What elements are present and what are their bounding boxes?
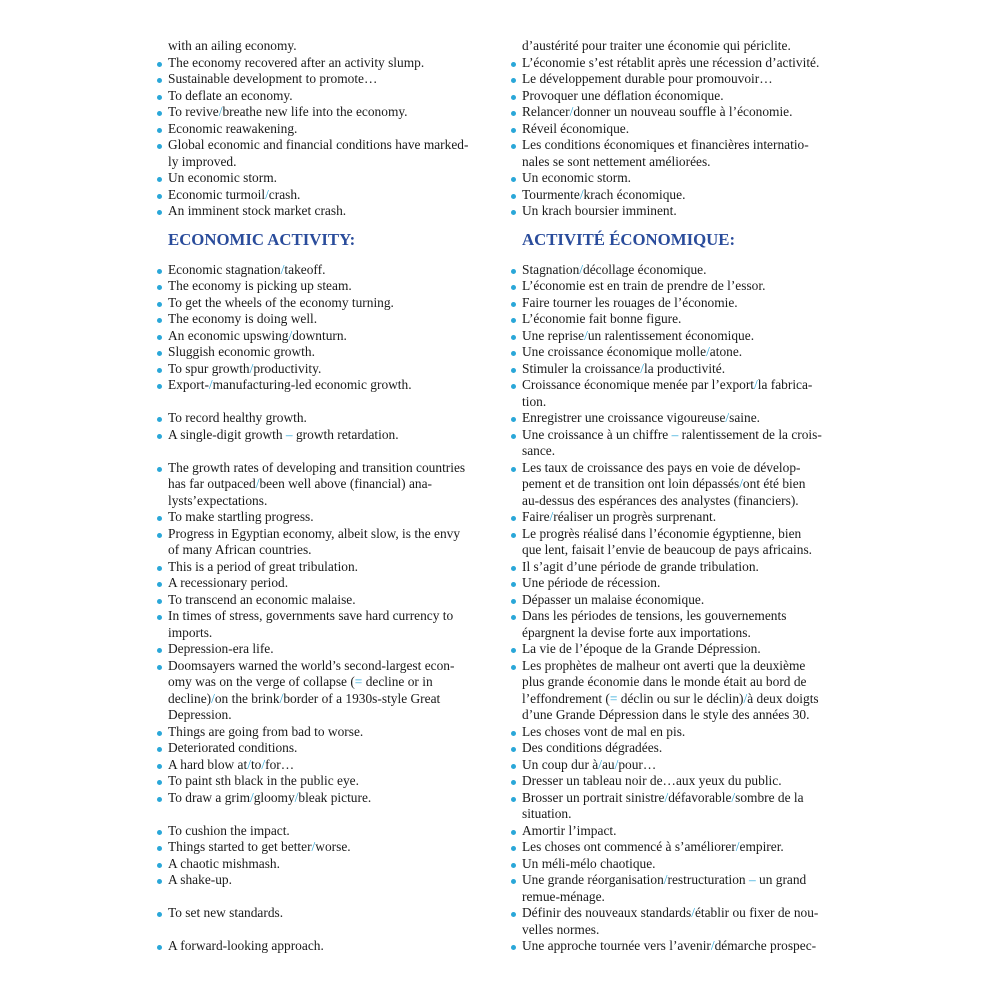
separator-mark: =	[609, 690, 618, 706]
english-list-item: Things are going from bad to worse.	[158, 724, 498, 741]
separator-mark: /	[569, 104, 574, 119]
french-list-continuation: épargnent la devise forte aux importations.	[522, 624, 751, 640]
english-activity-list	[158, 262, 498, 955]
french-list-item: Le développement durable pour promouvoir…	[512, 71, 847, 88]
french-list-item: Les choses ont commencé à s’améliorer/empirer.	[512, 839, 847, 856]
english-list-item: Sustainable development to promote…	[158, 71, 498, 88]
french-list-item: La vie de l’époque de la Grande Dépression.	[512, 641, 847, 658]
separator-mark: /	[691, 905, 695, 920]
french-list-item: L’économie est en train de prendre de l’essor.	[512, 278, 847, 295]
english-list-item: Depression-era life.	[158, 641, 498, 658]
french-list-item: Une période de récession.	[512, 575, 847, 592]
english-list-item: To cushion the impact.	[158, 823, 498, 840]
french-list-continuation: au-dessus des espérances des analystes (financiers).	[522, 492, 799, 508]
english-list-item: In times of stress, governments save hard currency to	[158, 608, 498, 625]
french-list-continuation: pement et de transition ont loin dépassés/ont été bien	[522, 476, 806, 491]
french-list-item: L’économie fait bonne figure.	[512, 311, 847, 328]
french-activity-list	[512, 262, 847, 955]
separator-mark: /	[208, 377, 213, 392]
french-list-item: Les conditions économiques et financières internatio-	[512, 137, 847, 154]
separator-mark: /	[664, 789, 669, 805]
french-list-item: Il s’agit d’une période de grande tribulation.	[512, 559, 847, 576]
french-list-continuation: d’une Grande Dépression dans le style des années 30.	[522, 707, 810, 722]
french-list-item: Une croissance à un chiffre – ralentissement de la crois-	[512, 427, 847, 444]
english-section-heading: ECONOMIC ACTIVITY:	[168, 229, 356, 249]
french-list-item: Réveil économique.	[512, 121, 847, 138]
english-list-item: A shake-up.	[158, 872, 498, 889]
french-list-item: Une reprise/un ralentissement économique.	[512, 328, 847, 345]
english-list-continuation: has far outpaced/been well above (financial) ana-	[168, 476, 432, 491]
french-list-continuation: tion.	[522, 393, 547, 409]
english-column	[158, 38, 498, 955]
french-list-item: Les choses vont de mal en pis.	[512, 724, 847, 741]
english-list-item: A chaotic mishmash.	[158, 856, 498, 873]
french-list-continuation: d’austérité pour traiter une économie qui périclite.	[522, 38, 791, 53]
separator-mark: /	[211, 690, 215, 706]
english-list-item: The growth rates of developing and transition countries	[158, 460, 498, 477]
english-list-item: Doomsayers warned the world’s second-largest econ-	[158, 658, 498, 675]
separator-mark: /	[279, 690, 284, 706]
separator-mark: /	[579, 261, 584, 277]
english-list-item: Deteriorated conditions.	[158, 740, 498, 757]
english-spacer	[158, 889, 498, 906]
english-spacer	[158, 806, 498, 823]
separator-mark: /	[725, 410, 730, 425]
english-list-item: To make startling progress.	[158, 509, 498, 526]
french-list-item: Un economic storm.	[512, 170, 847, 187]
french-top-list	[512, 38, 847, 220]
separator-mark: /	[706, 344, 710, 359]
english-spacer	[158, 443, 498, 460]
french-list-item: Faire/réaliser un progrès surprenant.	[512, 509, 847, 526]
english-list-continuation: Depression.	[168, 707, 232, 722]
english-list-continuation: decline)/on the brink/border of a 1930s-style Great	[168, 690, 441, 706]
separator-mark: /	[663, 872, 668, 887]
english-list-continuation: omy was on the verge of collapse (= decline or in	[168, 674, 433, 689]
separator-mark: /	[640, 360, 644, 376]
separator-mark: /	[584, 327, 588, 343]
separator-mark: /	[294, 789, 299, 805]
english-list-continuation: lysts’expectations.	[168, 492, 268, 508]
separator-mark: –	[671, 426, 679, 442]
french-list-item: Une approche tournée vers l’avenir/démarche prospec-	[512, 938, 847, 955]
french-list-item: Le progrès réalisé dans l’économie égyptienne, bien	[512, 526, 847, 543]
english-list-item: To get the wheels of the economy turning.	[158, 295, 498, 312]
french-list-item: Un méli-mélo chaotique.	[512, 856, 847, 873]
english-list-item: Economic turmoil/crash.	[158, 187, 498, 204]
english-list-item: Sluggish economic growth.	[158, 344, 498, 361]
french-list-item: Amortir l’impact.	[512, 823, 847, 840]
separator-mark: /	[261, 756, 266, 772]
french-list-item: Des conditions dégradées.	[512, 740, 847, 757]
french-list-item: Relancer/donner un nouveau souffle à l’économie.	[512, 104, 847, 121]
french-list-item: Faire tourner les rouages de l’économie.	[512, 295, 847, 312]
french-list-continuation: sance.	[522, 443, 556, 458]
separator-mark: /	[743, 690, 748, 706]
french-list-item: Une croissance économique molle/atone.	[512, 344, 847, 361]
french-list-continuation: velles normes.	[522, 921, 600, 937]
french-list-continuation: nales se sont nettement améliorées.	[522, 153, 711, 169]
english-list-item: To revive/breathe new life into the economy.	[158, 104, 498, 121]
english-list-item: To transcend an economic malaise.	[158, 592, 498, 609]
french-list-item: Stagnation/décollage économique.	[512, 262, 847, 279]
french-list-item: Brosser un portrait sinistre/défavorable/sombre de la	[512, 790, 847, 807]
english-list-item: Economic stagnation/takeoff.	[158, 262, 498, 279]
english-list-item: A single-digit growth – growth retardation.	[158, 427, 498, 444]
separator-mark: /	[754, 377, 758, 392]
english-list-continuation: of many African countries.	[168, 542, 312, 557]
separator-mark: =	[354, 674, 363, 689]
french-list-item: Stimuler la croissance/la productivité.	[512, 361, 847, 378]
separator-mark: /	[549, 509, 554, 524]
french-list-item: Croissance économique menée par l’export/la fabrica-	[512, 377, 847, 394]
english-list-item: This is a period of great tribulation.	[158, 559, 498, 576]
english-list-continuation: imports.	[168, 624, 213, 640]
english-list-item: Global economic and financial conditions have marked-	[158, 137, 498, 154]
french-list-item: Dépasser un malaise économique.	[512, 592, 847, 609]
english-top-list	[158, 38, 498, 220]
french-list-item: L’économie s’est rétablit après une récession d’activité.	[512, 55, 847, 72]
french-list-item: Enregistrer une croissance vigoureuse/saine.	[512, 410, 847, 427]
separator-mark: /	[598, 756, 602, 772]
separator-mark: /	[280, 261, 285, 277]
french-list-item: Dans les périodes de tensions, les gouvernements	[512, 608, 847, 625]
separator-mark: /	[288, 327, 293, 343]
french-list-continuation: que lent, faisait l’envie de beaucoup de pays africains.	[522, 542, 813, 557]
english-list-continuation: with an ailing economy.	[168, 38, 297, 53]
french-section-heading: ACTIVITÉ ÉCONOMIQUE:	[522, 229, 736, 249]
french-list-item: Provoquer une déflation économique.	[512, 88, 847, 105]
french-list-item: Un coup dur à/au/pour…	[512, 757, 847, 774]
french-column	[512, 38, 847, 955]
english-list-item: Progress in Egyptian economy, albeit slow, is the envy	[158, 526, 498, 543]
separator-mark: /	[255, 476, 260, 491]
french-list-item: Les prophètes de malheur ont averti que la deuxième	[512, 658, 847, 675]
english-list-item: An imminent stock market crash.	[158, 203, 498, 220]
english-spacer	[158, 922, 498, 939]
french-list-item: Définir des nouveaux standards/établir ou fixer de nou-	[512, 905, 847, 922]
english-list-item: The economy recovered after an activity slump.	[158, 55, 498, 72]
separator-mark: /	[311, 839, 316, 854]
english-list-item: The economy is doing well.	[158, 311, 498, 328]
english-list-item: To deflate an economy.	[158, 88, 498, 105]
english-list-item: Things started to get better/worse.	[158, 839, 498, 856]
english-list-item: To draw a grim/gloomy/bleak picture.	[158, 790, 498, 807]
separator-mark: /	[614, 756, 619, 772]
separator-mark: /	[218, 104, 223, 119]
separator-mark: /	[710, 938, 715, 953]
french-list-item: Tourmente/krach économique.	[512, 187, 847, 204]
french-list-item: Une grande réorganisation/restructuration – un grand	[512, 872, 847, 889]
english-list-item: To spur growth/productivity.	[158, 361, 498, 378]
english-list-item: Un economic storm.	[158, 170, 498, 187]
english-list-item: A recessionary period.	[158, 575, 498, 592]
separator-mark: –	[285, 426, 293, 442]
english-list-item: To paint sth black in the public eye.	[158, 773, 498, 790]
separator-mark: /	[249, 789, 254, 805]
english-list-item: Export-/manufacturing-led economic growth.	[158, 377, 498, 394]
separator-mark: /	[249, 360, 254, 376]
separator-mark: /	[735, 839, 740, 854]
separator-mark: –	[748, 872, 756, 887]
english-list-item: To record healthy growth.	[158, 410, 498, 427]
english-list-item: To set new standards.	[158, 905, 498, 922]
english-list-continuation: ly improved.	[168, 153, 237, 169]
english-list-item: Economic reawakening.	[158, 121, 498, 138]
separator-mark: /	[739, 476, 743, 491]
english-list-item: A forward-looking approach.	[158, 938, 498, 955]
separator-mark: /	[579, 186, 584, 202]
french-list-continuation: remue-ménage.	[522, 888, 605, 904]
separator-mark: /	[265, 186, 269, 202]
separator-mark: /	[731, 789, 736, 805]
english-list-item: A hard blow at/to/for…	[158, 757, 498, 774]
english-spacer	[158, 394, 498, 411]
french-list-item: Un krach boursier imminent.	[512, 203, 847, 220]
english-list-item: An economic upswing/downturn.	[158, 328, 498, 345]
french-list-item: Dresser un tableau noir de…aux yeux du public.	[512, 773, 847, 790]
french-list-continuation: plus grande économie dans le monde était au bord de	[522, 674, 807, 689]
french-list-item: Les taux de croissance des pays en voie de dévelop-	[512, 460, 847, 477]
english-list-item: The economy is picking up steam.	[158, 278, 498, 295]
french-list-continuation: situation.	[522, 806, 572, 821]
separator-mark: /	[247, 756, 251, 772]
french-list-continuation: l’effondrement (= déclin ou sur le déclin)/à deux doigts	[522, 690, 819, 706]
